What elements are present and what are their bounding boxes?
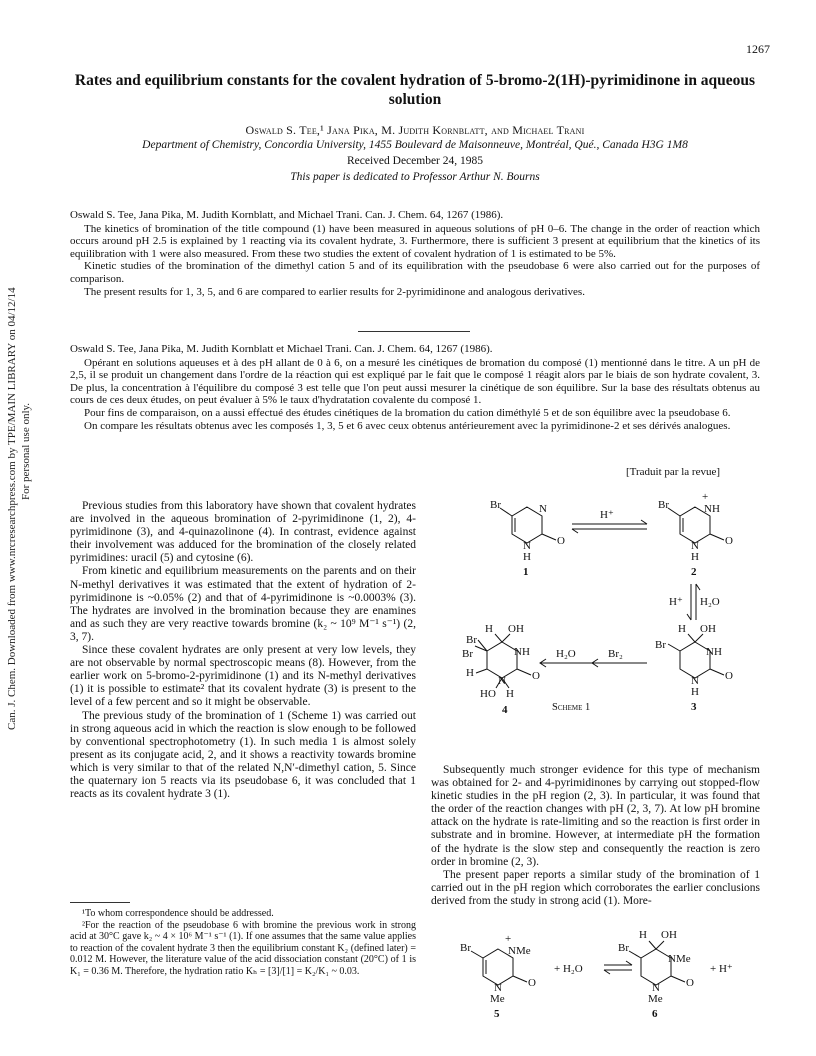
download-notice: Can. J. Chem. Downloaded from www.nrcresearchpress.com by TPE/MAIN LIBRARY on 04/12/14 [6, 287, 18, 730]
abstract-paragraph: Opérant en solutions aqueuses et à des pH allant de 0 à 6, on a mesuré les cinétiques de bromation du composé (1) mentionné dans le titre. A un pH de 2,5, il se produit un changement dans l'ordre de la réaction qui est expliqué par le fait que le composé 1 réagit alors par le biais de son hydrate covalent, 3. De plus, la concentration à l'équilibre du composé 3 est telle que l'on peut aussi mesurer la cinétique de son équilibre. Sur la base des résultats obtenus au cours de ces deux études, on peut évaluer à 5% le taux d'hydratation covalente du composé 1. [70, 356, 760, 407]
reagent-label: + H₂O [554, 963, 583, 975]
received-date: Received December 24, 1985 [346, 155, 484, 167]
paper-title: Rates and equilibrium constants for the covalent hydration of 5-bromo-2(1H)-pyrimidinone in aqueous solution [74, 72, 756, 108]
body-paragraph: The previous study of the bromination of 1 (Scheme 1) was carried out in strong aqueous acid in which the reaction is slow enough to be followed by conventional spectrophotometry (1). In such media 1 is almost solely present as its conjugate acid, 2, and it shows a reactivity towards bromine which is very similar to that of the related N,N′-dimethyl cation, 5. Since the quaternary ion 5 reacts via its pseudobase 6, it was concluded that 1 reacts as its covalent hydrate 3 (1). [70, 709, 416, 801]
abstract-divider [358, 331, 470, 332]
abstract-paragraph: Kinetic studies of the bromination of the dimethyl cation 5 and of its equilibration with the pseudobase 6 were also carried out for the purposes of comparison. [70, 260, 760, 285]
charge-label: + [702, 492, 709, 503]
atom-label: N [498, 675, 506, 687]
abstract-paragraph: The kinetics of bromination of the title compound (1) have been measured in aqueous solutions of pH 0–6. The change in the order of reaction which occurs around pH 2.5 is explained by 1 reacting via its covalent hydrate, 3. Furthermore, there is sufficient 3 present at equilibrium that the kinetics of its equilibration with 1 were also measured. From these two studies the extent of covalent hydration of 1 is estimated to be 5%. [70, 222, 760, 260]
atom-label: N [652, 982, 660, 994]
abstract-paragraph: On compare les résultats obtenus avec les composés 1, 3, 5 et 6 avec ceux obtenus antérieurement avec la pyrimidinone-2 et ses dérivés analogues. [84, 419, 731, 432]
scheme-caption: Scheme 1 [552, 702, 591, 713]
compound-number: 2 [691, 566, 697, 578]
body-left-column [70, 500, 416, 801]
atom-label: Br [618, 942, 629, 954]
abstract-english [70, 209, 760, 298]
atom-label: H [639, 929, 647, 941]
atom-label: H [485, 623, 493, 635]
abstract-citation: Oswald S. Tee, Jana Pika, M. Judith Kornblatt, and Michael Trani. Can. J. Chem. 64, 1267 (1986). [70, 209, 504, 221]
abstract-paragraph: The present results for 1, 3, 5, and 6 are compared to earlier results for 2-pyrimidinone and analogous derivatives. [84, 285, 585, 298]
atom-label: NH [704, 503, 720, 515]
abstract-citation: Oswald S. Tee, Jana Pika, M. Judith Kornblatt et Michael Trani. Can. J. Chem. 64, 1267 (1986). [70, 343, 493, 355]
scheme-2-diagram [432, 922, 760, 1046]
atom-label: H [466, 667, 474, 679]
atom-label: Me [490, 993, 505, 1005]
compound-number: 4 [502, 704, 508, 716]
compound-number: 5 [494, 1008, 500, 1020]
compound-number: 3 [691, 701, 697, 713]
atom-label: O [557, 535, 565, 547]
translation-note: [Traduit par la revue] [626, 466, 720, 478]
reagent-label: H⁺ [600, 509, 614, 521]
body-paragraph: Since these covalent hydrates are only present at very low levels, they are not observable by normal spectroscopic means (8). However, from the earlier work on 5-bromo-2-pyrimidinone (1) and its N-methyl derivatives (1) it is possible to estimate² that its covalent hydrate (3) is present to the level of a few percent and so it might be observable. [70, 644, 416, 709]
atom-label: O [528, 977, 536, 989]
atom-label: O [725, 535, 733, 547]
atom-label: H [523, 551, 531, 563]
atom-label: N [523, 540, 531, 552]
body-paragraph: From kinetic and equilibrium measurements on the parents and on their N-methyl derivatives it was estimated that the extent of hydration of 2-pyrimidinone is ~0.05% (2) and that of 4-pyrimidinone is ~0.0003% (3). The hydrates are involved in the bromination because they are enamines and as such they are very reactive towards bromine (k₂ ~ 10⁹ M⁻¹ s⁻¹) (2, 3, 7). [70, 565, 416, 643]
atom-label: NMe [668, 953, 691, 965]
abstract-french [70, 343, 760, 432]
download-watermark [2, 270, 36, 730]
reagent-label: H₂O [700, 596, 720, 608]
reagent-label: H₂O [556, 648, 576, 660]
atom-label: N [494, 982, 502, 994]
atom-label: OH [661, 929, 677, 941]
atom-label: H [506, 688, 514, 700]
atom-label: N [691, 540, 699, 552]
footnote-2: ²For the reaction of the pseudobase 6 with bromine the previous work in strong acid at 30°C gave k₂ ~ 4 × 10⁶ M⁻¹ s⁻¹ (1). If one assumes that the same value applies to reaction of the covalent hydrate 3 then the equilibrium constant K₂ (defined later) = 0.012 M. However, the literature value of the acid dissociation constant (20°C) of 1 is K₁ = 0.36 M. Therefore, the hydration ratio Kₕ = [3]/[1] = K₂/K₁ ~ 0.03. [70, 919, 416, 977]
compound-number: 6 [652, 1008, 658, 1020]
body-paragraph: Subsequently much stronger evidence for this type of mechanism was obtained for 2- and 4-pyrimidinones by carrying out stopped-flow kinetic studies in the pH region (2, 3). In particular, it was found that the order of the reaction changes with pH (2, 3, 7). At low pH bromine attack on the hydrate is rate-limiting and so the reaction is first order in substrate and in bromine. However, at intermediate pH the formation of the hydrate is the slow step and consequently the reaction is zero order in bromine (2, 3). [431, 764, 760, 868]
reagent-label: Br₂ [608, 648, 623, 660]
body-paragraph: The present paper reports a similar study of the bromination of 1 carried out in the pH region which corroborates the earlier conclusions derived from the study in strong acid (1). More- [431, 868, 760, 907]
atom-label: Br [460, 942, 471, 954]
atom-label: N [539, 503, 547, 515]
page-number: 1267 [746, 42, 770, 56]
atom-label: H [691, 686, 699, 698]
atom-label: OH [508, 623, 524, 635]
body-right-column [431, 764, 760, 908]
atom-label: O [725, 670, 733, 682]
footnote-1: ¹To whom correspondence should be addressed. [82, 908, 274, 919]
author-list: Oswald S. Tee,¹ Jana Pika, M. Judith Kornblatt, and Michael Trani [245, 123, 585, 137]
atom-label: Br [658, 499, 669, 511]
atom-label: O [532, 670, 540, 682]
footnotes [70, 908, 416, 978]
atom-label: Br [466, 634, 477, 646]
compound-number: 1 [523, 566, 529, 578]
atom-label: H [691, 551, 699, 563]
atom-label: O [686, 977, 694, 989]
affiliation: Department of Chemistry, Concordia University, 1455 Boulevard de Maisonneuve, Montréal, Qué., Canada H3G 1M8 [142, 139, 688, 151]
atom-label: NMe [508, 945, 531, 957]
abstract-paragraph: Pour fins de comparaison, on a aussi effectué des études cinétiques de la bromation du cation diméthylé 5 et de son équilibre avec la pseudobase 6. [84, 406, 731, 419]
dedication: This paper is dedicated to Professor Arthur N. Bourns [290, 171, 540, 183]
reagent-label: + H⁺ [710, 963, 733, 975]
scheme-1-diagram [432, 492, 760, 750]
body-paragraph: Previous studies from this laboratory have shown that covalent hydrates are involved in the aqueous bromination of 2-pyrimidinone (1, 2), 4-pyrimidinone (3), and 4-quinazolinone (4). In contrast, evidence against their involvement was adduced for the bromination of the closely related pyrimidines: uracil (5) and cytosine (6). [70, 500, 416, 565]
personal-use-notice: For personal use only. [20, 402, 32, 500]
atom-label: Br [490, 499, 501, 511]
atom-label: NH [706, 646, 722, 658]
atom-label: OH [700, 623, 716, 635]
atom-label: N [691, 675, 699, 687]
atom-label: Me [648, 993, 663, 1005]
reagent-label: H⁺ [669, 596, 683, 608]
atom-label: HO [480, 688, 496, 700]
atom-label: H [678, 623, 686, 635]
footnote-rule [70, 902, 130, 903]
atom-label: Br [655, 639, 666, 651]
charge-label: + [505, 933, 512, 945]
atom-label: NH [514, 646, 530, 658]
atom-label: Br [462, 648, 473, 660]
